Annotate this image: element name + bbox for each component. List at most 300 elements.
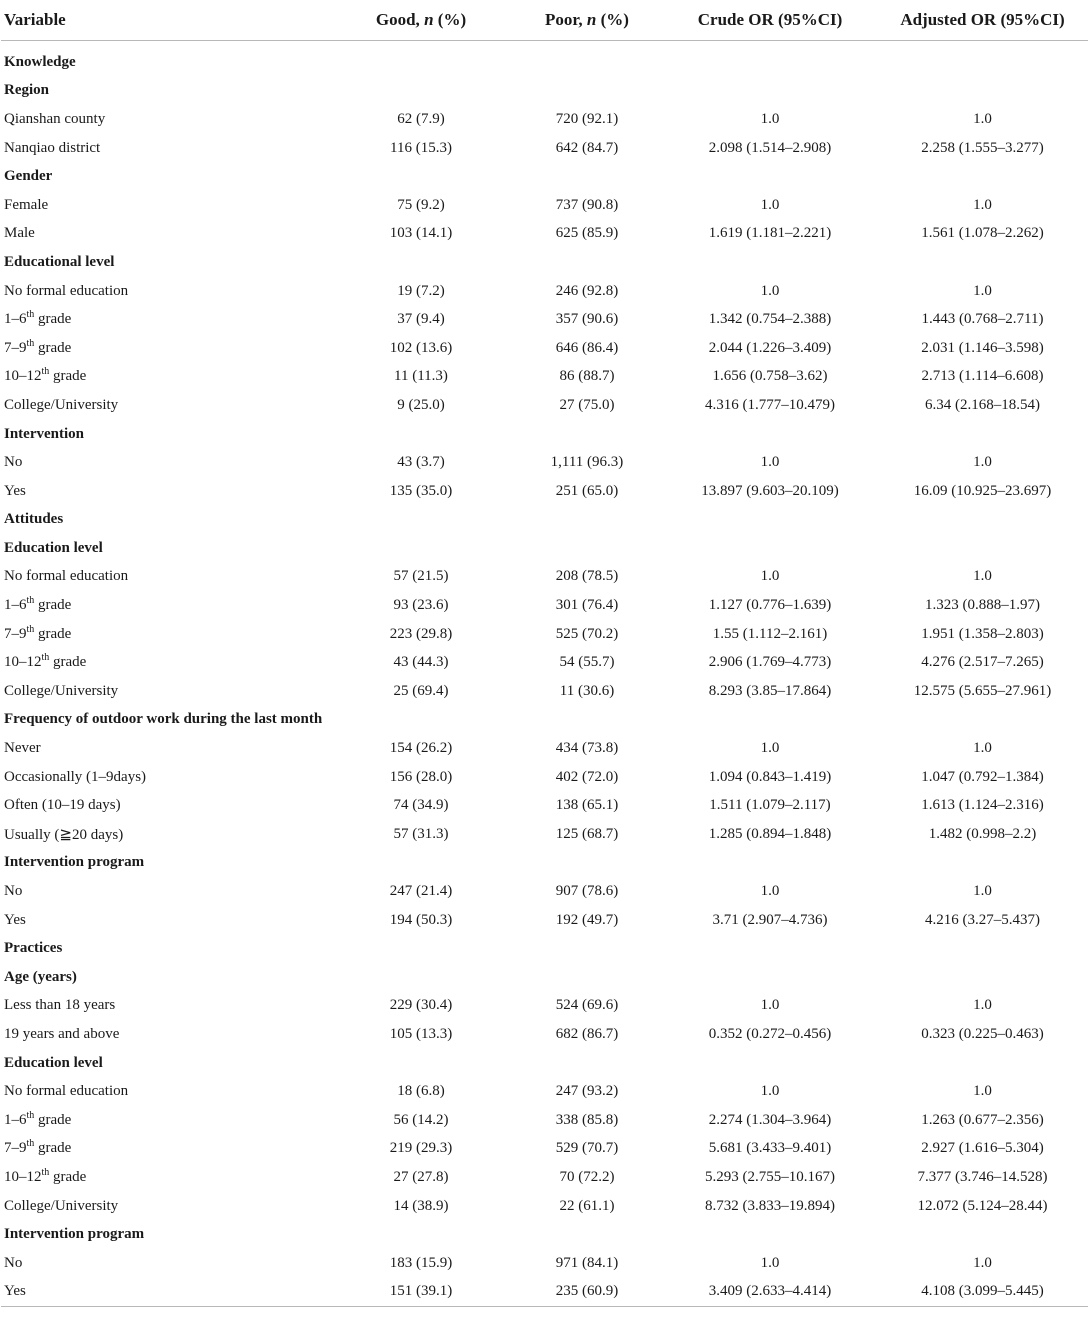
label-text: Education level	[4, 539, 103, 556]
adjusted-or-cell: 1.263 (0.677–2.356)	[921, 1111, 1044, 1128]
good-cell: 11 (11.3)	[394, 368, 448, 385]
good-cell	[331, 534, 511, 563]
adjusted-or-cell: 1.0	[973, 997, 992, 1014]
variable-label	[1, 191, 331, 220]
good-cell: 154 (26.2)	[389, 740, 453, 757]
subgroup-header-row	[1, 248, 1088, 277]
adjusted-or-cell: 2.713 (1.114–6.608)	[921, 368, 1044, 385]
subgroup-label	[1, 963, 331, 992]
label-text: 10–12	[4, 1168, 42, 1185]
label-text: 1–6	[4, 1111, 27, 1128]
label-text: Yes	[4, 482, 26, 499]
good-cell	[331, 849, 511, 878]
good-cell	[331, 506, 511, 535]
label-text: Attitudes	[4, 511, 64, 528]
section-label	[1, 506, 331, 535]
poor-cell: 54 (55.7)	[559, 654, 615, 671]
crude-or-cell	[663, 1220, 877, 1249]
crude-or-cell: 1.656 (0.758–3.62)	[712, 368, 828, 385]
section-header-row	[1, 506, 1088, 535]
good-cell	[331, 248, 511, 277]
table-row	[1, 105, 1088, 134]
table-row	[1, 906, 1088, 935]
table-header	[1, 0, 1088, 40]
variable-label	[1, 305, 331, 334]
good-cell: 57 (21.5)	[393, 568, 449, 585]
crude-or-cell: 2.098 (1.514–2.908)	[708, 139, 832, 156]
good-cell: 103 (14.1)	[389, 225, 453, 242]
poor-cell: 138 (65.1)	[555, 797, 619, 814]
label-text: 19 years and above	[4, 1025, 120, 1042]
good-cell: 75 (9.2)	[397, 196, 445, 213]
adjusted-or-cell: 2.258 (1.555–3.277)	[921, 139, 1044, 156]
label-suffix: grade	[34, 625, 72, 642]
adjusted-or-cell: 2.031 (1.146–3.598)	[921, 339, 1044, 356]
good-cell: 27 (27.8)	[393, 1168, 449, 1185]
variable-label	[1, 277, 331, 306]
poor-cell	[511, 1220, 663, 1249]
variable-label	[1, 334, 331, 363]
table-row	[1, 477, 1088, 506]
table-row	[1, 763, 1088, 792]
label-text: No	[4, 1254, 23, 1271]
poor-cell: 338 (85.8)	[555, 1111, 619, 1128]
header-good-post: (%)	[433, 9, 467, 29]
subgroup-label	[1, 706, 331, 735]
label-text: Intervention program	[4, 854, 145, 871]
label-text: Age (years)	[4, 968, 77, 985]
crude-or-cell: 5.681 (3.433–9.401)	[708, 1140, 832, 1157]
table-row	[1, 1135, 1088, 1164]
table-row	[1, 677, 1088, 706]
variable-label	[1, 448, 331, 477]
crude-or-cell	[663, 48, 877, 77]
poor-cell	[511, 248, 663, 277]
section-label	[1, 48, 331, 77]
crude-or-cell: 1.0	[760, 883, 780, 900]
header-row	[1, 0, 1088, 40]
adjusted-or-cell: 1.951 (1.358–2.803)	[921, 625, 1044, 642]
ordinal-suffix: th	[26, 595, 35, 607]
label-text: College/University	[4, 682, 119, 699]
poor-cell	[511, 506, 663, 535]
crude-or-cell: 2.906 (1.769–4.773)	[708, 654, 832, 671]
good-cell: 57 (31.3)	[393, 825, 449, 842]
crude-or-cell	[663, 1049, 877, 1078]
section-header-row	[1, 48, 1088, 77]
table-row	[1, 620, 1088, 649]
crude-or-cell: 5.293 (2.755–10.167)	[705, 1168, 835, 1185]
header-poor-n: n	[586, 9, 597, 29]
poor-cell: 22 (61.1)	[559, 1197, 615, 1214]
subgroup-header-row	[1, 420, 1088, 449]
variable-label	[1, 1077, 331, 1106]
label-text: Educational level	[4, 253, 115, 270]
subgroup-label	[1, 1049, 331, 1078]
good-cell: 14 (38.9)	[393, 1197, 449, 1214]
good-cell: 151 (39.1)	[389, 1283, 453, 1300]
table-row	[1, 305, 1088, 334]
table-row	[1, 448, 1088, 477]
poor-cell: 907 (78.6)	[555, 883, 619, 900]
adjusted-or-cell: 1.0	[973, 740, 992, 757]
good-cell: 43 (3.7)	[397, 454, 445, 471]
crude-or-cell	[663, 963, 877, 992]
poor-cell: 524 (69.6)	[555, 997, 619, 1014]
poor-cell	[511, 77, 663, 106]
label-text: 10–12	[4, 368, 42, 385]
crude-or-cell: 1.127 (0.776–1.639)	[708, 597, 832, 614]
ordinal-suffix: th	[26, 1138, 35, 1150]
crude-or-cell: 8.732 (3.833–19.894)	[705, 1197, 835, 1214]
crude-or-cell	[663, 934, 877, 963]
poor-cell: 11 (30.6)	[559, 682, 615, 699]
label-text: Less than 18 years	[4, 997, 116, 1014]
label-suffix: grade	[49, 1168, 87, 1185]
poor-cell: 192 (49.7)	[555, 911, 619, 928]
table-row	[1, 1020, 1088, 1049]
good-cell	[331, 963, 511, 992]
variable-label	[1, 105, 331, 134]
label-text: 1–6	[4, 597, 27, 614]
ordinal-suffix: th	[26, 1109, 35, 1121]
header-variable: Variable	[4, 9, 66, 29]
label-text: Yes	[4, 1283, 26, 1300]
crude-or-cell: 3.71 (2.907–4.736)	[712, 911, 828, 928]
subgroup-header-row	[1, 534, 1088, 563]
table-row	[1, 877, 1088, 906]
poor-cell: 402 (72.0)	[555, 768, 619, 785]
good-cell	[331, 162, 511, 191]
crude-or-cell: 1.619 (1.181–2.221)	[708, 225, 832, 242]
good-cell: 56 (14.2)	[393, 1111, 449, 1128]
poor-cell: 646 (86.4)	[555, 339, 619, 356]
label-text: Male	[4, 225, 35, 242]
adjusted-or-cell	[877, 534, 1088, 563]
variable-label	[1, 677, 331, 706]
adjusted-or-cell: 4.276 (2.517–7.265)	[921, 654, 1044, 671]
section-label	[1, 934, 331, 963]
ordinal-suffix: th	[41, 366, 50, 378]
table-row	[1, 1278, 1088, 1307]
good-cell: 93 (23.6)	[393, 597, 449, 614]
poor-cell: 642 (84.7)	[555, 139, 619, 156]
header-poor-post: (%)	[596, 9, 629, 29]
label-text: 1–6	[4, 311, 27, 328]
good-cell: 62 (7.9)	[397, 110, 445, 127]
label-text: Knowledge	[4, 53, 76, 70]
variable-label	[1, 1020, 331, 1049]
poor-cell: 247 (93.2)	[555, 1083, 619, 1100]
subgroup-header-row	[1, 1049, 1088, 1078]
label-suffix: grade	[49, 654, 87, 671]
poor-cell: 27 (75.0)	[559, 396, 615, 413]
adjusted-or-cell: 12.072 (5.124–28.44)	[917, 1197, 1048, 1214]
good-cell	[331, 1049, 511, 1078]
good-cell	[331, 934, 511, 963]
subgroup-label	[1, 849, 331, 878]
poor-cell	[511, 934, 663, 963]
variable-label	[1, 1192, 331, 1221]
variable-label	[1, 591, 331, 620]
variable-label	[1, 563, 331, 592]
poor-cell: 971 (84.1)	[555, 1254, 619, 1271]
crude-or-cell: 1.0	[760, 1254, 780, 1271]
adjusted-or-cell	[877, 248, 1088, 277]
crude-or-cell: 4.316 (1.777–10.479)	[705, 396, 835, 413]
table-row	[1, 363, 1088, 392]
good-cell: 37 (9.4)	[397, 311, 445, 328]
subgroup-label	[1, 248, 331, 277]
table-row	[1, 220, 1088, 249]
poor-cell: 525 (70.2)	[555, 625, 619, 642]
variable-label	[1, 134, 331, 163]
label-text: Occasionally (1–9days)	[4, 768, 147, 785]
good-cell: 219 (29.3)	[389, 1140, 453, 1157]
good-cell	[331, 48, 511, 77]
ordinal-suffix: th	[41, 652, 50, 664]
variable-label	[1, 220, 331, 249]
label-suffix: grade	[34, 1111, 72, 1128]
variable-label	[1, 477, 331, 506]
header-poor	[511, 0, 663, 40]
odds-ratio-table	[1, 0, 1088, 1307]
poor-cell: 125 (68.7)	[555, 825, 619, 842]
label-text: Nanqiao district	[4, 139, 101, 156]
variable-label	[1, 992, 331, 1021]
label-text: Qianshan county	[4, 110, 106, 127]
variable-label	[1, 1249, 331, 1278]
crude-or-cell	[663, 849, 877, 878]
subgroup-label	[1, 1220, 331, 1249]
crude-or-cell: 1.0	[760, 740, 780, 757]
adjusted-or-cell: 1.0	[973, 883, 992, 900]
poor-cell: 235 (60.9)	[555, 1283, 619, 1300]
label-text: No	[4, 454, 23, 471]
table-row	[1, 791, 1088, 820]
crude-or-cell: 2.274 (1.304–3.964)	[708, 1111, 832, 1128]
table-row	[1, 992, 1088, 1021]
poor-cell: 1,111 (96.3)	[550, 454, 624, 471]
label-text: College/University	[4, 1197, 119, 1214]
header-adjusted-or: Adjusted OR (95%CI)	[900, 9, 1065, 29]
header-crude-or: Crude OR (95%CI)	[697, 9, 843, 29]
crude-or-cell: 8.293 (3.85–17.864)	[708, 682, 832, 699]
poor-cell: 434 (73.8)	[555, 740, 619, 757]
adjusted-or-cell: 1.0	[973, 196, 992, 213]
label-text: Intervention program	[4, 1226, 145, 1243]
good-cell: 247 (21.4)	[389, 883, 453, 900]
poor-cell	[511, 534, 663, 563]
table-row	[1, 391, 1088, 420]
crude-or-cell	[663, 420, 877, 449]
good-cell	[331, 706, 511, 735]
variable-label	[1, 1163, 331, 1192]
label-suffix: grade	[34, 339, 72, 356]
label-text: Frequency of outdoor work during the last month	[4, 711, 323, 728]
label-text: 7–9	[4, 1140, 27, 1157]
poor-cell: 251 (65.0)	[555, 482, 619, 499]
adjusted-or-cell: 1.323 (0.888–1.97)	[925, 597, 1040, 614]
adjusted-or-cell: 1.0	[973, 1254, 992, 1271]
poor-cell	[511, 162, 663, 191]
crude-or-cell: 1.0	[760, 1083, 780, 1100]
variable-label	[1, 391, 331, 420]
adjusted-or-cell	[877, 48, 1088, 77]
adjusted-or-cell: 7.377 (3.746–14.528)	[917, 1168, 1048, 1185]
label-text: No formal education	[4, 1083, 129, 1100]
good-cell: 102 (13.6)	[389, 339, 453, 356]
subgroup-header-row	[1, 162, 1088, 191]
good-cell: 183 (15.9)	[389, 1254, 453, 1271]
variable-label	[1, 734, 331, 763]
poor-cell: 625 (85.9)	[555, 225, 619, 242]
crude-or-cell: 1.0	[760, 196, 780, 213]
crude-or-cell	[663, 77, 877, 106]
subgroup-label	[1, 534, 331, 563]
subgroup-header-row	[1, 849, 1088, 878]
header-good-n: n	[424, 9, 434, 29]
adjusted-or-cell	[877, 506, 1088, 535]
subgroup-label	[1, 420, 331, 449]
header-poor-pre: Poor,	[545, 9, 587, 29]
poor-cell: 720 (92.1)	[555, 110, 619, 127]
subgroup-header-row	[1, 77, 1088, 106]
label-text: Often (10–19 days)	[4, 797, 121, 814]
adjusted-or-cell: 1.0	[973, 568, 992, 585]
label-text: Gender	[4, 168, 53, 185]
adjusted-or-cell	[877, 934, 1088, 963]
crude-or-cell: 2.044 (1.226–3.409)	[708, 339, 832, 356]
subgroup-label	[1, 77, 331, 106]
label-suffix: grade	[34, 597, 72, 614]
variable-label	[1, 906, 331, 935]
adjusted-or-cell	[877, 1049, 1088, 1078]
crude-or-cell: 3.409 (2.633–4.414)	[708, 1283, 832, 1300]
poor-cell	[511, 849, 663, 878]
adjusted-or-cell: 1.0	[973, 110, 992, 127]
good-cell: 25 (69.4)	[393, 682, 449, 699]
poor-cell: 529 (70.7)	[555, 1140, 619, 1157]
variable-label	[1, 820, 331, 849]
ordinal-suffix: th	[26, 623, 35, 635]
crude-or-cell: 1.0	[760, 110, 780, 127]
poor-cell: 86 (88.7)	[559, 368, 615, 385]
variable-label	[1, 648, 331, 677]
poor-cell: 682 (86.7)	[555, 1025, 619, 1042]
table-row	[1, 191, 1088, 220]
variable-label	[1, 763, 331, 792]
adjusted-or-cell	[877, 963, 1088, 992]
label-text: Intervention	[4, 425, 84, 442]
crude-or-cell	[663, 162, 877, 191]
poor-cell	[511, 706, 663, 735]
adjusted-or-cell: 1.047 (0.792–1.384)	[921, 768, 1044, 785]
good-cell: 156 (28.0)	[389, 768, 453, 785]
good-cell: 105 (13.3)	[389, 1025, 453, 1042]
crude-or-cell: 1.0	[760, 997, 780, 1014]
label-text: College/University	[4, 396, 119, 413]
adjusted-or-cell: 1.443 (0.768–2.711)	[921, 311, 1044, 328]
good-cell: 194 (50.3)	[389, 911, 453, 928]
table-row	[1, 734, 1088, 763]
good-cell	[331, 77, 511, 106]
variable-label	[1, 1135, 331, 1164]
crude-or-cell: 1.55 (1.112–2.161)	[712, 625, 828, 642]
table-body	[1, 40, 1088, 1306]
table-row	[1, 1077, 1088, 1106]
poor-cell: 70 (72.2)	[559, 1168, 615, 1185]
label-text: 7–9	[4, 625, 27, 642]
crude-or-cell: 1.0	[760, 568, 780, 585]
label-text: No formal education	[4, 282, 129, 299]
crude-or-cell: 1.0	[760, 282, 780, 299]
table-row	[1, 1192, 1088, 1221]
label-text: No	[4, 883, 23, 900]
poor-cell	[511, 420, 663, 449]
poor-cell: 208 (78.5)	[555, 568, 619, 585]
adjusted-or-cell: 4.216 (3.27–5.437)	[925, 911, 1040, 928]
poor-cell: 737 (90.8)	[555, 196, 619, 213]
crude-or-cell: 1.511 (1.079–2.117)	[709, 797, 831, 814]
adjusted-or-cell	[877, 1220, 1088, 1249]
variable-label	[1, 791, 331, 820]
adjusted-or-cell: 2.927 (1.616–5.304)	[921, 1140, 1044, 1157]
subgroup-label	[1, 162, 331, 191]
adjusted-or-cell	[877, 162, 1088, 191]
good-cell: 18 (6.8)	[397, 1083, 445, 1100]
header-good	[331, 0, 511, 40]
header-good-pre: Good,	[375, 9, 425, 29]
good-cell	[331, 1220, 511, 1249]
crude-or-cell	[663, 248, 877, 277]
variable-label	[1, 877, 331, 906]
poor-cell: 246 (92.8)	[555, 282, 619, 299]
crude-or-cell: 0.352 (0.272–0.456)	[708, 1025, 832, 1042]
adjusted-or-cell: 0.323 (0.225–0.463)	[921, 1025, 1044, 1042]
subgroup-header-row	[1, 706, 1088, 735]
crude-or-cell	[663, 534, 877, 563]
crude-or-cell: 13.897 (9.603–20.109)	[701, 482, 839, 499]
adjusted-or-cell: 1.482 (0.998–2.2)	[928, 825, 1037, 842]
table-row	[1, 1163, 1088, 1192]
label-text: Region	[4, 82, 49, 99]
section-header-row	[1, 934, 1088, 963]
crude-or-cell: 1.0	[760, 454, 780, 471]
table-row	[1, 334, 1088, 363]
label-suffix: grade	[34, 311, 72, 328]
adjusted-or-cell: 1.0	[973, 1083, 992, 1100]
adjusted-or-cell: 1.613 (1.124–2.316)	[921, 797, 1044, 814]
label-suffix: grade	[49, 368, 87, 385]
crude-or-cell: 1.285 (0.894–1.848)	[708, 825, 832, 842]
good-cell: 74 (34.9)	[393, 797, 449, 814]
poor-cell	[511, 1049, 663, 1078]
adjusted-or-cell: 4.108 (3.099–5.445)	[921, 1283, 1044, 1300]
good-cell: 223 (29.8)	[389, 625, 453, 642]
adjusted-or-cell: 16.09 (10.925–23.697)	[913, 482, 1052, 499]
label-suffix: grade	[34, 1140, 72, 1157]
ordinal-suffix: th	[41, 1166, 50, 1178]
good-cell: 19 (7.2)	[397, 282, 445, 299]
good-cell: 43 (44.3)	[393, 654, 449, 671]
table-row	[1, 591, 1088, 620]
table-row	[1, 277, 1088, 306]
table-row	[1, 134, 1088, 163]
poor-cell: 301 (76.4)	[555, 597, 619, 614]
adjusted-or-cell	[877, 77, 1088, 106]
table-row	[1, 563, 1088, 592]
